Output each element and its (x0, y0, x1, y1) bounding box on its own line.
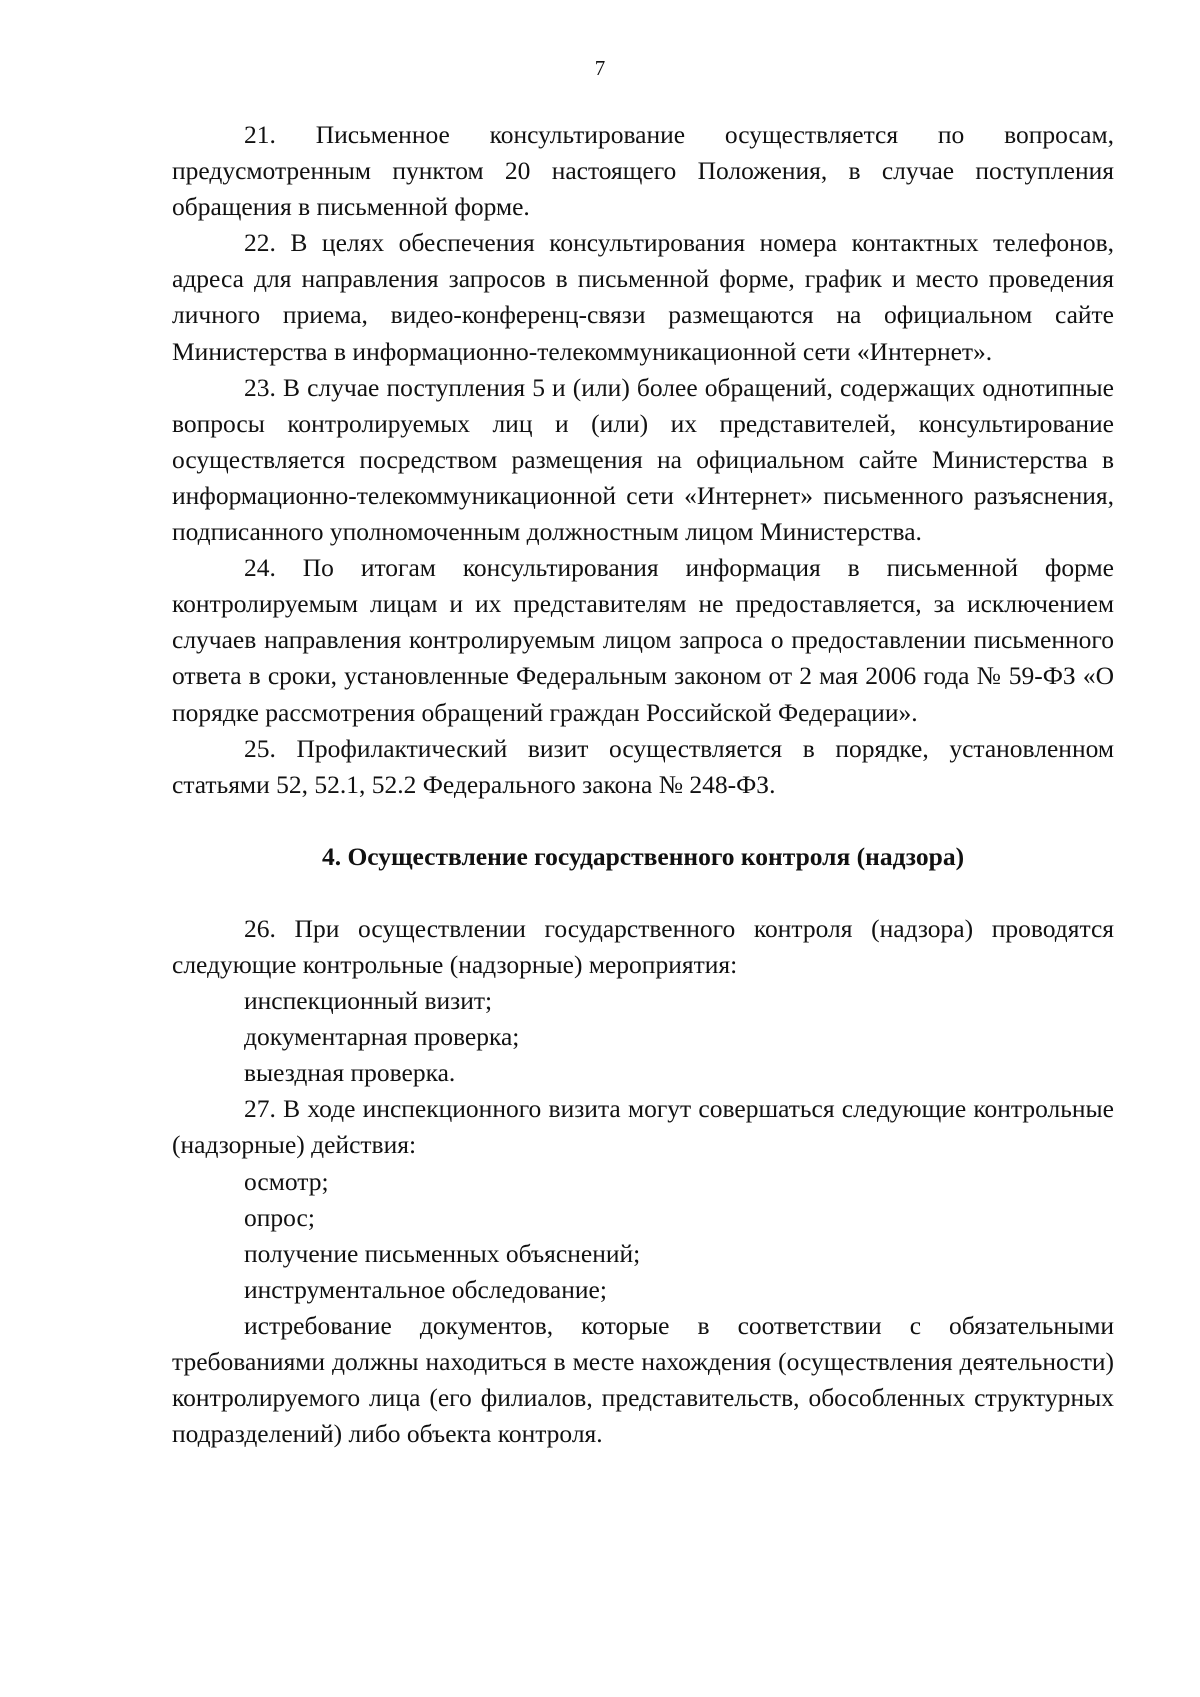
list-item-final: истребование документов, которые в соответствии с обязательными требованиями должны находиться в месте нахождения (осуществления деятельности) контролируемого лица (его филиалов, представительств, обособленных структурных подразделений) либо объекта контроля. (172, 1310, 1114, 1449)
list-item: осмотр; (244, 1166, 329, 1196)
page-number: 7 (594, 56, 606, 80)
section-heading: 4. Осуществление государственного контроля (надзора) (321, 841, 965, 871)
clause-22: 22. В целях обеспечения консультирования номера контактных телефонов, адреса для направления запросов в письменной форме, график и место проведения личного приема, видео-конференц-связи размещаются на официальном сайте Министерства в информационно-телекоммуникационной сети «Интернет». (172, 228, 1114, 366)
clause-26-intro: 26. При осуществлении государственного контроля (надзора) проводятся следующие контрольные (надзорные) мероприятия: (172, 913, 1114, 979)
clause-21: 21. Письменное консультирование осуществляется по вопросам, предусмотренным пунктом 20 настоящего Положения, в случае поступления обращения в письменной форме. (172, 120, 1114, 222)
clause-27-intro: 27. В ходе инспекционного визита могут совершаться следующие контрольные (надзорные) действия: (172, 1094, 1114, 1160)
clause-23: 23. В случае поступления 5 и (или) более обращений, содержащих однотипные вопросы контролируемых лиц и (или) их представителей, консультирование осуществляется посредством размещения на официальном сайте Министерства в информационно-телекоммуникационной сети «Интернет» письменного разъяснения, подписанного уполномоченным должностным лицом Министерства. (172, 372, 1114, 547)
list-item: документарная проверка; (244, 1022, 520, 1052)
list-item: инструментальное обследование; (244, 1274, 607, 1304)
clause-25: 25. Профилактический визит осуществляется в порядке, установленном статьями 52, 52.1, 52.2 Федерального закона № 248-ФЗ. (172, 733, 1114, 799)
list-item: получение письменных объяснений; (244, 1238, 641, 1268)
document-body (172, 117, 1114, 1452)
clause-24: 24. По итогам консультирования информация в письменной форме контролируемым лицам и их представителям не предоставляется, за исключением случаев направления контролируемым лицом запроса о предоставлении письменного ответа в сроки, установленные Федеральным законом от 2 мая 2006 года № 59-ФЗ «О порядке рассмотрения обращений граждан Российской Федерации». (172, 553, 1114, 727)
list-item: опрос; (244, 1202, 315, 1232)
list-item: инспекционный визит; (244, 986, 493, 1016)
list-item: выездная проверка. (244, 1058, 456, 1088)
